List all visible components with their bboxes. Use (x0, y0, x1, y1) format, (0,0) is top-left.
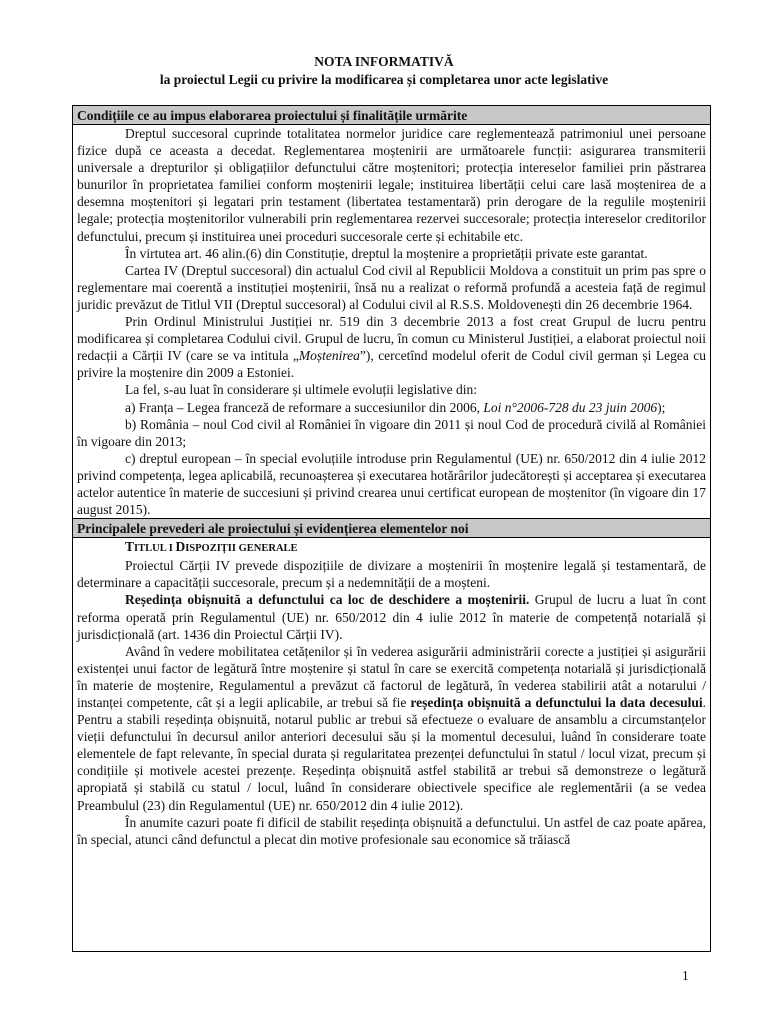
section-body-provisions (73, 538, 710, 848)
paragraph: În anumite cazuri poate fi dificil de stabilit reședința obișnuită a defunctului. Un astfel de caz poate apărea, în special, atunci când defunctul a plecat din motive profesionale sau economice să trăiască (77, 814, 706, 847)
section-header-provisions: Principalele prevederi ale proiectului și evidențierea elementelor noi (73, 518, 710, 538)
document-subtitle: la proiectul Legii cu privire la modificarea și completarea unor acte legislative (159, 72, 609, 87)
text-run: ); (657, 399, 666, 415)
paragraph: Dreptul succesoral cuprinde totalitatea normelor juridice care reglementează patrimoniul unei persoane fizice după ce aceasta a decedat. Reglementarea moștenirii are următoarele funcții: asigurarea transmiterii universale a drepturilor și obligațiilor defunctului către moștenitori; protecția intereselor familiei prin păstrarea bunurilor în proprietatea familiei conform moștenirii legale; instituirea libertății celui care lasă moștenirea de a desemna moștenitori și legatari prin testament (libertatea testamentară) prin derogare de la regulile moștenirii legale; protecția moștenitorilor vulnerabili prin reglementarea rezervei succesorale; protecția intereselor creditorilor defunctului, precum și instituirea unei proceduri succesorale certe și echitabile etc. (77, 126, 706, 244)
paragraph: c) dreptul european – în special evoluțiile introduse prin Regulamentul (UE) nr. 650/2012 din 4 iulie 2012 privind competența, legea aplicabilă, recunoașterea și executarea hotărârilor judecătorești și acceptarea și executarea actelor autentice în materie de succesiuni și privind crearea unui certificat european de moștenitor (în vigoare din 17 august 2015). (77, 450, 706, 518)
text-run: . Pentru a stabili reședința obișnuită, notarul public ar trebui să efectueze o evaluare de ansamblu a circumstanțelor vieții defunctului în decursul anilor anteriori decesului său și la momentul decesului, luând în considerare toate elementele de fapt relevante, în special durata și regularitatea prezenței defunctului în statul / locul vizat, precum și condițiile și motivele acestei prezențe. Reședința obișnuită astfel stabilită ar trebui să demonstreze o legătură apropiată și stabilă cu statul / locul, luând în considerare obiectivele specifice ale reglementării (a se vedea Preambulul (23) din Regulamentul (UE) nr. 650/2012 din 4 iulie 2012). (77, 695, 706, 813)
bold-term: reședința obișnuită a defunctului la data decesului (410, 695, 703, 710)
text-run: Grupul de lucru a luat în cont reforma operată prin Regulamentul (UE) nr. 650/2012 din 4 iulie 2012 în materie de competență notarială și jurisdicțională (art. 1436 din Proiectul Cărții IV). (77, 592, 706, 642)
text-run: a) Franța – Legea franceză de reformare a succesiunilor din 2006, (125, 399, 484, 415)
text-run: Având în vedere mobilitatea cetățenilor și în vederea asigurării administrării corecte a justiției și asigurării existenței unui factor de legătură între moștenire și statul în care se exercită competența notarială și jurisdicțională în materie de moștenire, Regulamentul a prevăzut că factorul de legătură, în vederea stabilirii atât a notarului / instanței competente, cât și a legii aplicabile, ar trebui să fie (77, 643, 706, 710)
italic-citation: Loi n°2006-728 du 23 juin 2006 (483, 399, 658, 415)
text-run: ITLUL I (134, 543, 176, 555)
paragraph: Proiectul Cărții IV prevede dispozițiile de divizare a moștenirii în moștenire legală și testamentară, de determinare a capacității succesorale, precum și a nedemnității de a moșteni. (77, 558, 706, 591)
bold-heading: Reședința obișnuită a defunctului ca loc de deschidere a moștenirii. (125, 592, 530, 608)
document-title: NOTA INFORMATIVĂ (314, 54, 454, 69)
paragraph: În virtutea art. 46 alin.(6) din Constituție, dreptul la moștenire a proprietății private este garantat. (125, 245, 648, 261)
paragraph: La fel, s-au luat în considerare și ultimele evoluții legislative din: (125, 382, 478, 398)
italic-term: Moștenirea (298, 348, 360, 364)
page-number: 1 (682, 968, 689, 983)
content-table (72, 105, 711, 952)
text-run: D (175, 539, 186, 555)
text-run: T (125, 539, 135, 555)
paragraph (77, 399, 706, 416)
title-heading (77, 538, 706, 557)
paragraph (77, 591, 706, 642)
section-body-conditions (73, 125, 710, 518)
section-header-conditions: Condițiile ce au impus elaborarea proiectului și finalitățile urmărite (73, 106, 710, 125)
paragraph (77, 313, 706, 381)
text-run: ISPOZIȚII GENERALE (185, 543, 298, 555)
text-run: ”), cercetînd modelul oferit de Codul civil german și Legea cu privire la moștenire din 2009 a Estoniei. (77, 348, 706, 381)
paragraph (77, 643, 706, 814)
paragraph: Cartea IV (Dreptul succesoral) din actualul Cod civil al Republicii Moldova a constituit un prim pas spre o reglementare mai coerentă a instituției moștenirii, însă nu a realizat o reformă profundă a acesteia față de regimul juridic prevăzut de Titlul VII (Dreptul succesoral) al Codului civil al R.S.S. Moldovenești din 26 decembrie 1964. (77, 262, 706, 312)
paragraph: b) România – noul Cod civil al României în vigoare din 2011 și noul Cod de procedură civilă al României în vigoare din 2013; (77, 416, 706, 449)
text-run: Prin Ordinul Ministrului Justiției nr. 519 din 3 decembrie 2013 a fost creat Grupul de lucru pentru modificarea și completarea Codului civil. Grupul de lucru, în comun cu Ministerul Justiției, a elaborat proiectul noii redacții a Cărții IV (care se va intitula „ (77, 314, 706, 364)
